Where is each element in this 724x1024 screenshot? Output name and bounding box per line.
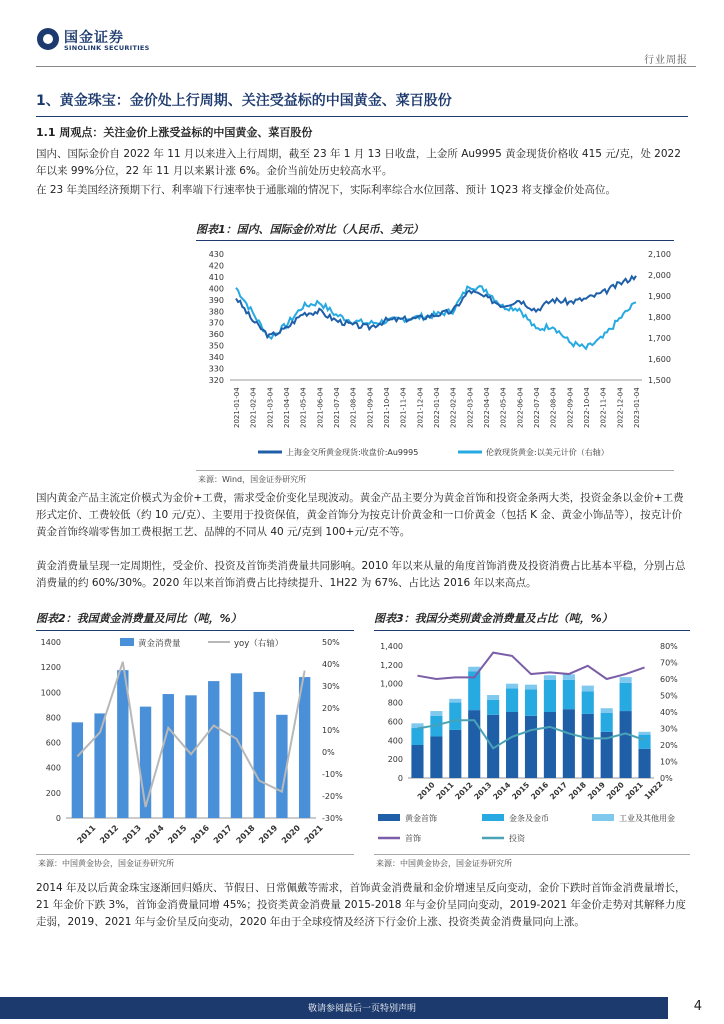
y-right-tick-label: 1,800 [648,313,671,322]
y-right-tick-label: 1,600 [648,355,671,364]
y-right-tick-label: 50% [322,638,340,647]
x-tick-label: 2021-02-04 [249,387,258,428]
legend-swatch [592,814,614,821]
y-left-tick-label: 360 [208,330,224,340]
bar-bars-coins [449,703,461,730]
bar-bars-coins [638,735,650,749]
bar-bars-coins [620,683,632,711]
x-tick-label: 2021 [623,780,645,802]
x-tick-label: 2017 [547,780,570,802]
paragraph-3: 国内黄金产品主流定价模式为金价+工费，需求受金价变化呈现波动。黄金产品主要分为黄金首饰和投资金条两大类，投资金条以金价+工费形式定价、工费较低（约 10 元/克）、主要用于投资保值，黄金首饰分为按克计价黄金和一口价黄金（包括 K 金、黄金小饰品等），按克计价黄金首饰终端零售加工费根据工艺、品牌的不同从 40 元/克到 100+元/克不等。 [36,492,684,538]
x-tick-label: 2022-01-04 [433,387,441,428]
y-right-tick-label: 10% [322,726,340,735]
bar-bars-coins [487,700,499,715]
bar-industrial [582,686,594,692]
x-tick-label: 2023-01-04 [633,387,641,428]
bar-industrial [506,684,518,689]
y-right-tick-label: -20% [322,792,343,801]
y-left-tick-label: 400 [387,736,403,746]
figure3-rule [374,630,690,631]
y-right-tick-label: 1,900 [648,292,671,301]
y-left-tick-label: 1200 [40,663,61,673]
logo-text-cn: 国金证券 [64,30,124,46]
x-tick-label: 2022-07-04 [533,387,541,428]
x-tick-label: 2019 [257,823,280,846]
x-tick-label: 2016 [189,823,212,846]
series-line-jewelry-share [417,653,644,679]
y-left-tick-label: 330 [208,364,224,374]
y-right-tick-label: 0% [660,774,673,783]
bar-jewelry [506,712,518,778]
legend-label-consumption: 黄金消费量 [138,639,181,649]
header-divider [36,66,696,67]
y-left-tick-label: 0 [55,814,61,823]
figure3-source: 来源：中国黄金协会，国金证券研究所 [376,859,512,868]
bar-jewelry [620,711,632,778]
x-tick-label: 2021 [302,823,325,846]
x-tick-label: 2014 [143,823,166,846]
x-tick-label: 2021-11-04 [399,387,408,428]
figure3-chart [370,632,694,850]
y-right-tick-label: 10% [660,757,678,767]
x-tick-label: 2022-12-04 [616,387,625,428]
x-tick-label: 2020 [604,780,626,802]
legend-label: 金条及金币 [509,814,549,823]
figure1-chart [190,244,690,466]
y-right-tick-label: 1,500 [648,376,671,385]
y-right-tick-label: 30% [322,682,340,691]
bar-bars-coins [411,728,423,745]
x-tick-label: 2011 [434,780,456,802]
bar-industrial [525,685,537,690]
x-tick-label: 2022-04-04 [483,387,491,428]
bar-industrial [487,695,499,700]
bar-industrial [430,711,442,716]
y-left-tick-label: 400 [208,284,224,294]
sub-section-title: 1.1 周观点：关注金价上涨受益标的中国黄金、菜百股份 [36,126,313,139]
y-left-tick-label: 320 [208,376,224,385]
bar-consumption [185,695,196,818]
figure3-bottom-rule [374,854,690,855]
bar-consumption [208,681,219,818]
y-left-tick-label: 340 [208,353,224,363]
x-tick-label: 2022-06-04 [516,387,525,428]
figure2-bottom-rule [36,854,354,855]
x-tick-label: 2010 [415,780,437,802]
x-tick-label: 2021-03-04 [266,387,275,428]
x-tick-label: 2022-02-04 [449,387,458,428]
paragraph-5: 2014 年及以后黄金珠宝逐渐回归婚庆、节假日、日常佩戴等需求，首饰黄金消费量和金价增速呈反向变动，金价下跌时首饰金消费量增长，21 年金价下跌 3%，首饰金消费量同增 45%；投资类黄金消费量 2015-2018 年与金价呈同向变动，2019-2021 年金价走势对其解释力度走弱，2019、2021 年与金价呈反向变动，2020 年由于全球疫情及经济下行金价上涨、投资类黄金消费量同向上涨。 [36,882,686,928]
paragraph-1: 国内、国际金价自 2022 年 11 月以来进入上行周期，截至 23 年 1 月 13 日收盘，上金所 Au9995 黄金现货价格收 415 元/克，处 2022 年以来 99%分位，22 年 11 月以来累计涨 6%。金价当前处历史较高水平。 [36,148,681,177]
y-left-tick-label: 350 [208,341,224,351]
bar-consumption [163,694,174,818]
legend-swatch-consumption [120,638,134,646]
figure1-source: 来源：Wind，国金证券研究所 [198,475,307,484]
x-tick-label: 2021-12-04 [416,387,425,428]
y-right-tick-label: -10% [322,770,343,779]
x-tick-label: 2021-01-04 [233,387,241,428]
bar-jewelry [449,730,461,778]
bar-consumption [254,692,265,818]
x-tick-label: 2018 [234,823,257,846]
y-right-tick-label: 1,700 [648,334,671,343]
y-left-tick-label: 200 [387,755,403,765]
series-line-sge-au9995 [236,276,636,337]
bar-industrial [601,708,613,713]
y-left-tick-label: 420 [208,261,224,271]
x-tick-label: 2022-11-04 [599,387,608,428]
x-tick-label: 2022-09-04 [566,387,575,428]
x-tick-label: 2011 [75,823,98,846]
figure2-title: 图表2：我国黄金消费量及同比（吨，%） [36,612,242,625]
legend-label-london: 伦敦现货黄金:以美元计价（右轴） [486,448,609,457]
bar-jewelry [638,749,650,778]
bar-consumption [72,722,83,818]
bar-industrial [638,732,650,735]
x-tick-label: 1H22 [642,779,665,802]
y-left-tick-label: 430 [208,250,224,259]
x-tick-label: 2013 [472,780,494,802]
y-left-tick-label: 400 [45,763,61,773]
figure3-title: 图表3：我国分类别黄金消费量及占比（吨，%） [374,612,613,625]
paragraph-2: 在 23 年美国经济预期下行、利率端下行速率快于通胀端的情况下，实际利率综合水位回落、预计 1Q23 将支撑金价处高位。 [36,184,617,196]
x-tick-label: 2021-07-04 [333,387,341,428]
y-left-tick-label: 410 [208,272,224,282]
x-tick-label: 2022-05-04 [499,387,508,428]
bar-jewelry [544,712,556,778]
y-left-tick-label: 600 [45,738,61,748]
figure1-title: 图表1：国内、国际金价对比（人民币、美元） [196,223,424,236]
y-right-tick-label: 60% [660,675,678,684]
x-tick-label: 2021-09-04 [366,387,375,428]
y-left-tick-label: 200 [45,788,61,798]
doc-type-label: 行业周报 [644,55,688,66]
x-tick-label: 2019 [585,780,607,802]
y-left-tick-label: 800 [387,698,403,708]
figure2-chart [30,632,358,850]
y-left-tick-label: 1,200 [380,660,403,670]
legend-label-sge: 上海金交所黄金现货:收盘价:Au9995 [286,448,419,457]
legend-label: 黄金首饰 [405,814,437,823]
y-left-tick-label: 600 [387,717,403,727]
section-title: 1、黄金珠宝：金价处上行周期、关注受益标的中国黄金、菜百股份 [36,93,452,109]
figure1-bottom-rule [196,470,674,471]
paragraph-4: 黄金消费量呈现一定周期性，受金价、投资及首饰类消费量共同影响。2010 年以来从量的角度首饰消费及投资消费占比基本平稳，分别占总消费量的约 60%/30%。2020 年以来首饰消费占比持续提升、1H22 为 67%、占比达 2016 年以来高点。 [36,560,686,589]
x-tick-label: 2015 [510,780,532,802]
x-tick-label: 2021-08-04 [349,387,358,428]
legend-swatch [482,814,504,821]
x-tick-label: 2017 [211,823,234,846]
bar-bars-coins [601,713,613,732]
x-tick-label: 2015 [166,823,189,846]
bar-bars-coins [563,680,575,709]
bar-bars-coins [525,689,537,715]
y-right-tick-label: 80% [660,642,678,651]
bar-industrial [449,699,461,703]
y-left-tick-label: 1400 [40,638,61,647]
x-tick-label: 2018 [566,780,589,802]
bar-jewelry [525,716,537,778]
x-tick-label: 2021-04-04 [283,387,291,428]
y-left-tick-label: 1,000 [380,679,403,689]
footer-disclaimer: 敬请参阅最后一页特别声明 [307,1004,416,1014]
y-right-tick-label: 40% [322,660,340,669]
bar-consumption [299,677,310,818]
bar-bars-coins [544,680,556,712]
y-right-tick-label: 20% [322,704,340,713]
y-right-tick-label: 30% [660,724,678,734]
bar-industrial [620,677,632,683]
bar-jewelry [582,714,594,778]
bar-jewelry [563,709,575,778]
bar-industrial [563,674,575,680]
bar-jewelry [411,745,423,778]
legend-label: 首饰 [405,834,421,843]
y-right-tick-label: 20% [660,741,678,750]
figure2-source: 来源：中国黄金协会，国金证券研究所 [38,859,174,868]
x-tick-label: 2021-10-04 [383,387,391,428]
legend-label: 工业及其他用金 [619,814,675,823]
section-divider [36,116,688,117]
x-tick-label: 2021-05-04 [299,387,308,428]
y-right-tick-label: 2,000 [648,271,671,280]
y-right-tick-label: 50% [660,691,678,701]
x-tick-label: 2020 [279,823,303,846]
y-left-tick-label: 1000 [40,688,61,698]
y-left-tick-label: 380 [208,307,224,317]
x-tick-label: 2021-06-04 [316,387,325,428]
x-tick-label: 2016 [529,780,551,802]
legend-label-yoy: yoy（右轴） [234,639,284,649]
y-left-tick-label: 370 [208,318,224,328]
y-left-tick-label: 1,400 [380,642,403,651]
y-right-tick-label: 2,100 [648,250,671,259]
x-tick-label: 2013 [120,823,143,846]
y-left-tick-label: 800 [45,713,61,723]
figure1-rule [196,240,674,241]
y-right-tick-label: -30% [322,814,343,823]
x-tick-label: 2014 [491,780,513,802]
x-tick-label: 2022-10-04 [583,387,591,428]
bar-jewelry [430,737,442,778]
logo-icon [37,28,59,50]
figure2-rule [36,630,354,631]
y-right-tick-label: 40% [660,708,678,717]
x-tick-label: 2022-08-04 [549,387,558,428]
y-left-tick-label: 390 [208,295,224,305]
page-number: 4 [693,999,702,1014]
x-tick-label: 2012 [453,780,475,802]
legend-swatch [378,814,400,821]
x-tick-label: 2022-03-04 [466,387,475,428]
y-right-tick-label: 0% [322,748,335,757]
bar-bars-coins [506,688,518,712]
y-right-tick-label: 70% [660,658,678,668]
bar-industrial [544,675,556,680]
y-left-tick-label: 0 [397,774,403,783]
x-tick-label: 2012 [98,823,121,846]
legend-label: 投资 [509,834,525,843]
bar-bars-coins [582,691,594,714]
logo-text-en: SINOLINK SECURITIES [64,44,150,52]
